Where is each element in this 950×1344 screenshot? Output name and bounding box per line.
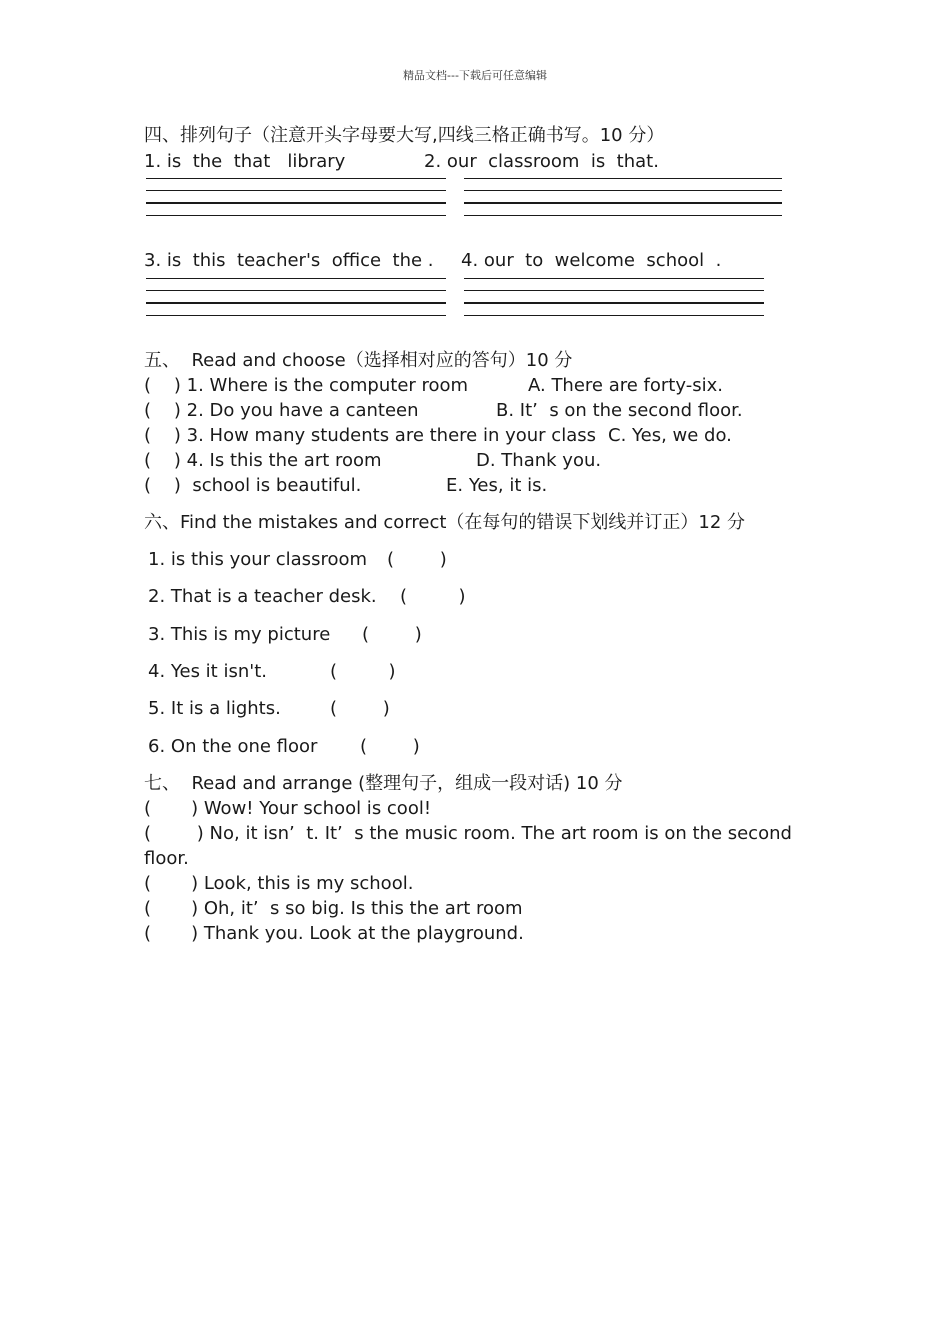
s6-item3: 3. This is my picture [148, 624, 331, 645]
s6-paren1[interactable]: ( ) [387, 549, 447, 570]
s5-a3: C. Yes, we do. [608, 425, 732, 446]
writing-lines-4[interactable] [464, 276, 764, 316]
s7-line2-cont: floor. [144, 848, 189, 869]
s7-line3: ( ) Look, this is my school. [144, 873, 414, 894]
s5-q1: ( ) 1. Where is the computer room [144, 375, 469, 396]
section7-title: 七、 Read and arrange (整理句子，组成一段对话) 10 分 [144, 773, 623, 794]
s5-q4: ( ) 4. Is this the art room [144, 450, 382, 471]
section5-title: 五、 Read and choose（选择相对应的答句）10 分 [144, 350, 573, 371]
s5-q5: ( ) school is beautiful. [144, 475, 362, 496]
s6-paren3[interactable]: ( ) [362, 624, 422, 645]
writing-lines-2[interactable] [464, 176, 782, 216]
s6-item6: 6. On the one floor [148, 736, 318, 757]
s4-q3: 3. is this teacher's office the . [144, 250, 434, 271]
s7-line5: ( ) Thank you. Look at the playground. [144, 923, 524, 944]
writing-lines-1[interactable] [146, 176, 446, 216]
s4-q4: 4. our to welcome school . [461, 250, 722, 271]
page-header: 精品文档---下载后可任意编辑 [403, 69, 547, 82]
s6-paren4[interactable]: ( ) [330, 661, 396, 682]
s6-item1: 1. is this your classroom [148, 549, 368, 570]
s4-q1: 1. is the that library [144, 151, 346, 172]
section6-title: 六、Find the mistakes and correct（在每句的错误下划线并订正）12 分 [144, 512, 746, 533]
s5-a2: B. It’ s on the second floor. [496, 400, 743, 421]
s4-q2: 2. our classroom is that. [424, 151, 659, 172]
s7-line2: ( ) No, it isn’ t. It’ s the music room. The art room is on the second [144, 823, 792, 844]
s6-item4: 4. Yes it isn't. [148, 661, 267, 682]
s6-paren6[interactable]: ( ) [360, 736, 420, 757]
s5-q3: ( ) 3. How many students are there in your class [144, 425, 596, 446]
s6-paren5[interactable]: ( ) [330, 698, 390, 719]
s5-q2: ( ) 2. Do you have a canteen [144, 400, 419, 421]
s6-item2: 2. That is a teacher desk. [148, 586, 377, 607]
s6-paren2[interactable]: ( ) [400, 586, 466, 607]
s7-line1: ( ) Wow! Your school is cool! [144, 798, 432, 819]
s7-line4: ( ) Oh, it’ s so big. Is this the art room [144, 898, 523, 919]
writing-lines-3[interactable] [146, 276, 446, 316]
section4-title: 四、排列句子（注意开头字母要大写,四线三格正确书写。10 分） [144, 125, 665, 146]
s6-item5: 5. It is a lights. [148, 698, 281, 719]
s5-a4: D. Thank you. [476, 450, 602, 471]
s5-a1: A. There are forty-six. [528, 375, 723, 396]
s5-a5: E. Yes, it is. [446, 475, 548, 496]
